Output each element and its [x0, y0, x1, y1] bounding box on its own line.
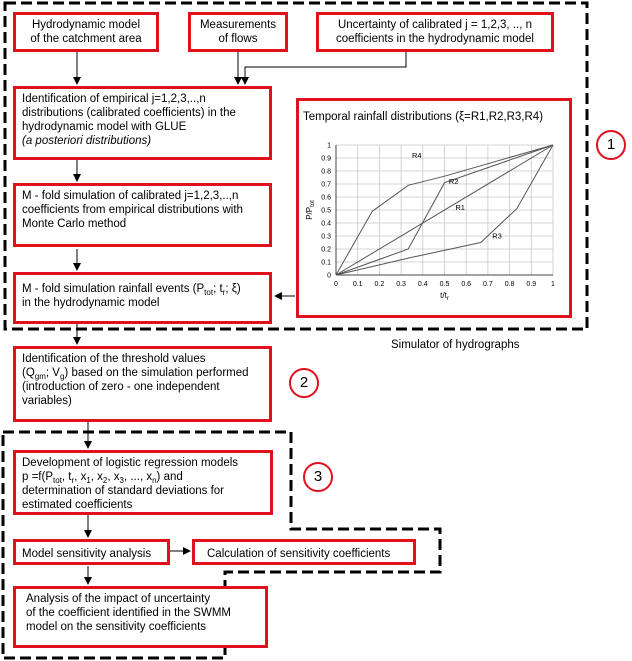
calc-sensitivity-box	[192, 539, 416, 565]
series-label-r4: R4	[411, 151, 422, 160]
mfold-coeffs-line1: M - fold simulation of calibrated j=1,2,3,..,n	[22, 190, 239, 202]
logistic-line2: $p =f(P_{tot}$, $t_r$, $x_1$, $x_2$, $x_3$, ..., $x_n$) and	[22, 471, 183, 485]
x-tick-label: 0.9	[526, 281, 537, 288]
threshold-box	[13, 346, 272, 422]
measurements-box	[188, 12, 288, 52]
mfold-rain-line1: M - fold simulation rainfall events ($P_{tot}$; $t_r$; ξ)	[22, 283, 241, 297]
x-tick-label: 0.7	[483, 281, 493, 288]
logistic-line1: Development of logistic regression models	[22, 457, 239, 469]
y-tick-label: 0.1	[321, 259, 331, 267]
uncertainty-line2: coefficients in the hydrodynamic model	[336, 33, 534, 45]
uncertainty-box	[316, 12, 554, 52]
series-label-r1: R1	[455, 203, 465, 212]
uncertainty-line1: Uncertainty of calibrated j = 1,2,3, .., n	[337, 19, 532, 31]
series-label-r3: R3	[492, 231, 502, 241]
mfold-rain-box	[13, 272, 272, 324]
measurements-line2: of flows	[218, 33, 258, 45]
y-tick-label: 0.5	[321, 207, 331, 215]
measurements-line1: Measurements	[199, 19, 277, 31]
y-tick-label: 0.8	[321, 168, 331, 176]
mfold-coeffs-line2: coefficients from empirical distributions with	[22, 204, 243, 216]
mfold-coeffs-box	[13, 183, 272, 247]
y-tick-label: 0	[327, 272, 331, 280]
threshold-line1: Identification of the threshold values	[22, 353, 206, 365]
x-tick-label: 0.2	[374, 281, 385, 288]
mfold-coeffs-line3: Monte Carlo method	[22, 218, 127, 230]
impact-box	[13, 586, 268, 648]
x-tick-label: 0.4	[417, 281, 428, 288]
x-tick-label: 0.1	[352, 281, 363, 288]
x-tick-label: 1	[551, 281, 555, 288]
chart-title: Temporal rainfall distributions (ξ=R1,R2,R3,R4)	[303, 111, 544, 123]
x-axis-label: $t/t_r$	[440, 291, 449, 302]
marker-2: 2	[289, 368, 319, 398]
sensitivity-box	[13, 539, 170, 565]
y-tick-label: 0.6	[321, 194, 331, 202]
impact-line1: Analysis of the impact of uncertainty	[26, 593, 211, 605]
y-tick-label: 0.4	[321, 220, 331, 228]
sensitivity-label: Model sensitivity analysis	[22, 548, 152, 560]
mfold-rain-line2: in the hydrodynamic model	[22, 297, 160, 309]
identification-line1: Identification of empirical j=1,2,3,..,n	[22, 93, 206, 105]
identification-line2: distributions (calibrated coefficients) in the	[22, 107, 236, 119]
hydro-model-box	[13, 12, 159, 52]
series-label-r2: R2	[448, 177, 459, 186]
x-tick-label: 0.3	[396, 281, 406, 288]
impact-line2: of the coefficient identified in the SWMM	[26, 607, 231, 619]
threshold-line2: ($Q_{gm}$; $V_g$) based on the simulation performed	[22, 367, 249, 381]
x-tick-label: 0.5	[439, 281, 450, 288]
rainfall-chart-box	[296, 98, 572, 318]
x-tick-label: 0.6	[461, 281, 472, 288]
y-tick-label: 0.2	[321, 246, 331, 254]
marker-1: 1	[596, 130, 626, 160]
logistic-line4: estimated coefficients	[22, 499, 133, 511]
rainfall-chart	[299, 101, 569, 315]
identification-box	[13, 86, 272, 160]
threshold-line3: (introduction of zero - one independent	[22, 381, 220, 393]
marker-3: 3	[303, 462, 333, 492]
hydro-model-line2: of the catchment area	[30, 33, 142, 45]
hydro-model-line1: Hydrodynamic model	[31, 19, 140, 31]
calc-sensitivity-label: Calculation of sensitivity coefficients	[207, 548, 391, 560]
x-tick-label: 0	[334, 281, 338, 288]
x-tick-label: 0.8	[504, 281, 515, 288]
logistic-line3: determination of standard deviations for	[22, 485, 225, 497]
logistic-box	[13, 450, 273, 515]
identification-line4: (a posteriori distributions)	[22, 135, 152, 147]
threshold-line4: variables)	[22, 395, 72, 407]
impact-line3: model on the sensitivity coefficients	[26, 621, 207, 633]
y-axis-label: $P/P_{tot}$	[305, 200, 316, 220]
y-axis-label-sub: tot	[310, 200, 316, 207]
y-tick-label: 0.9	[321, 155, 331, 163]
simulator-label: Simulator of hydrographs	[391, 339, 520, 351]
y-tick-label: 0.3	[321, 233, 331, 241]
y-tick-label: 0.7	[321, 181, 331, 189]
y-tick-label: 1	[327, 142, 331, 150]
x-axis-label-sub: r	[446, 296, 449, 302]
identification-line3: hydrodynamic model with GLUE	[22, 121, 187, 133]
arrow-unc-to-ident	[245, 51, 406, 84]
